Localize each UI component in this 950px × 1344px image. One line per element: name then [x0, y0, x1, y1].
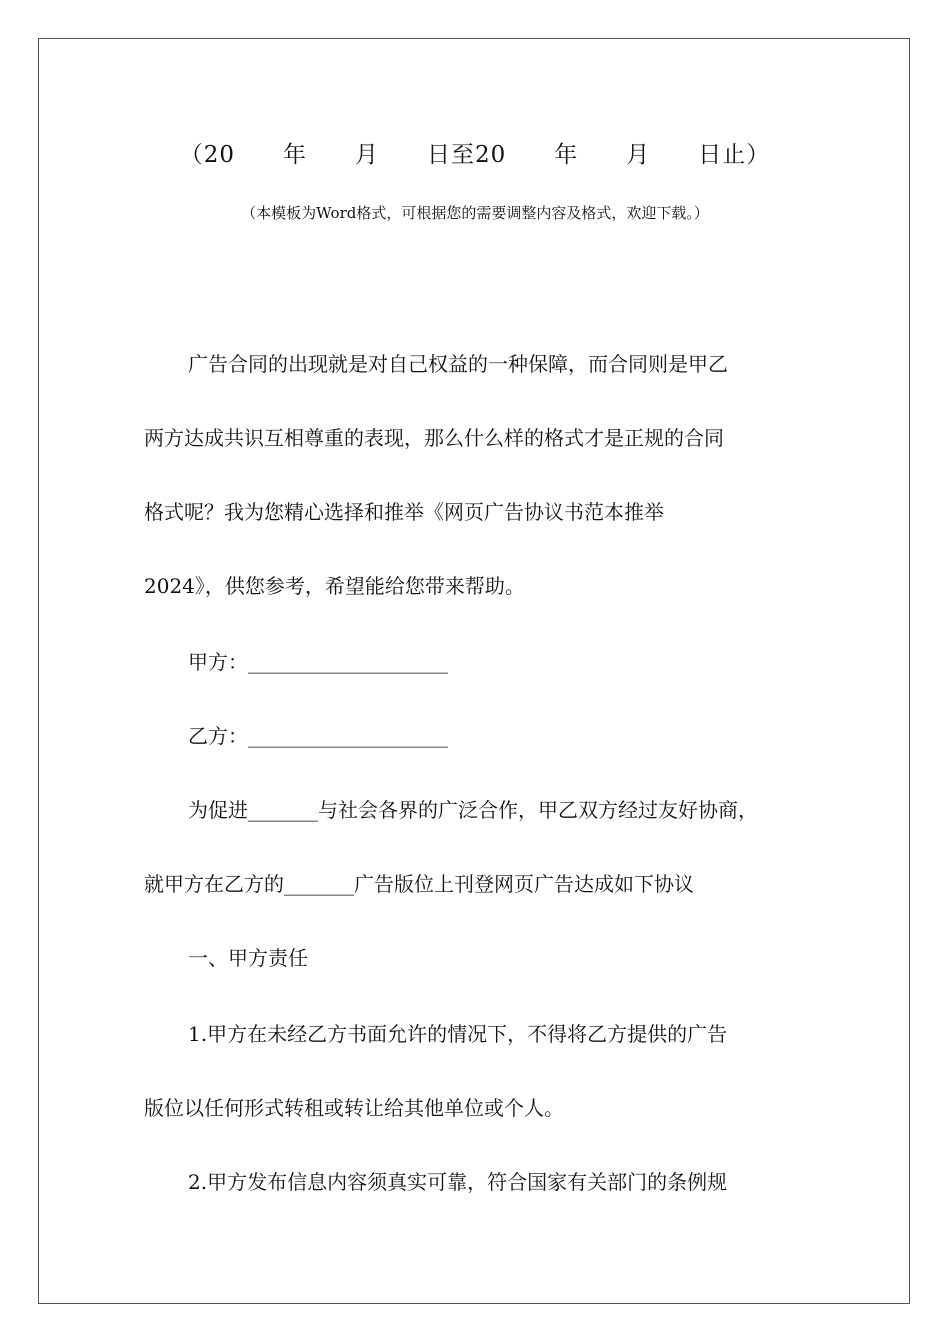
paragraph-line: 格式呢？我为您精心选择和推举《网页广告协议书范本推举 — [144, 500, 664, 524]
clause-line: 1.甲方在未经乙方书面允许的情况下，不得将乙方提供的广告 — [188, 1022, 728, 1046]
clause-line: 版位以任何形式转租或转让给其他单位或个人。 — [144, 1096, 564, 1120]
paragraph-line: 就甲方在乙方的_______广告版位上刊登网页广告达成如下协议 — [144, 872, 694, 896]
paragraph-line: 两方达成共识互相尊重的表现，那么什么样的格式才是正规的合同 — [144, 426, 724, 450]
paragraph-line: 为促进_______与社会各界的广泛合作，甲乙双方经过友好协商， — [188, 798, 758, 822]
section-heading: 一、甲方责任 — [188, 946, 308, 970]
date-range-heading: （20 年 月 日至20 年 月 日止） — [179, 142, 771, 168]
clause-line: 2.甲方发布信息内容须真实可靠，符合国家有关部门的条例规 — [188, 1170, 728, 1194]
paragraph-line: 2024》，供您参考，希望能给您带来帮助。 — [144, 574, 525, 598]
template-note: （本模板为Word格式，可根据您的需要调整内容及格式，欢迎下载。） — [241, 204, 709, 222]
party-a-field: 甲方：____________________ — [188, 650, 448, 674]
paragraph-line: 广告合同的出现就是对自己权益的一种保障，而合同则是甲乙 — [188, 352, 728, 376]
party-b-field: 乙方：____________________ — [188, 724, 448, 748]
